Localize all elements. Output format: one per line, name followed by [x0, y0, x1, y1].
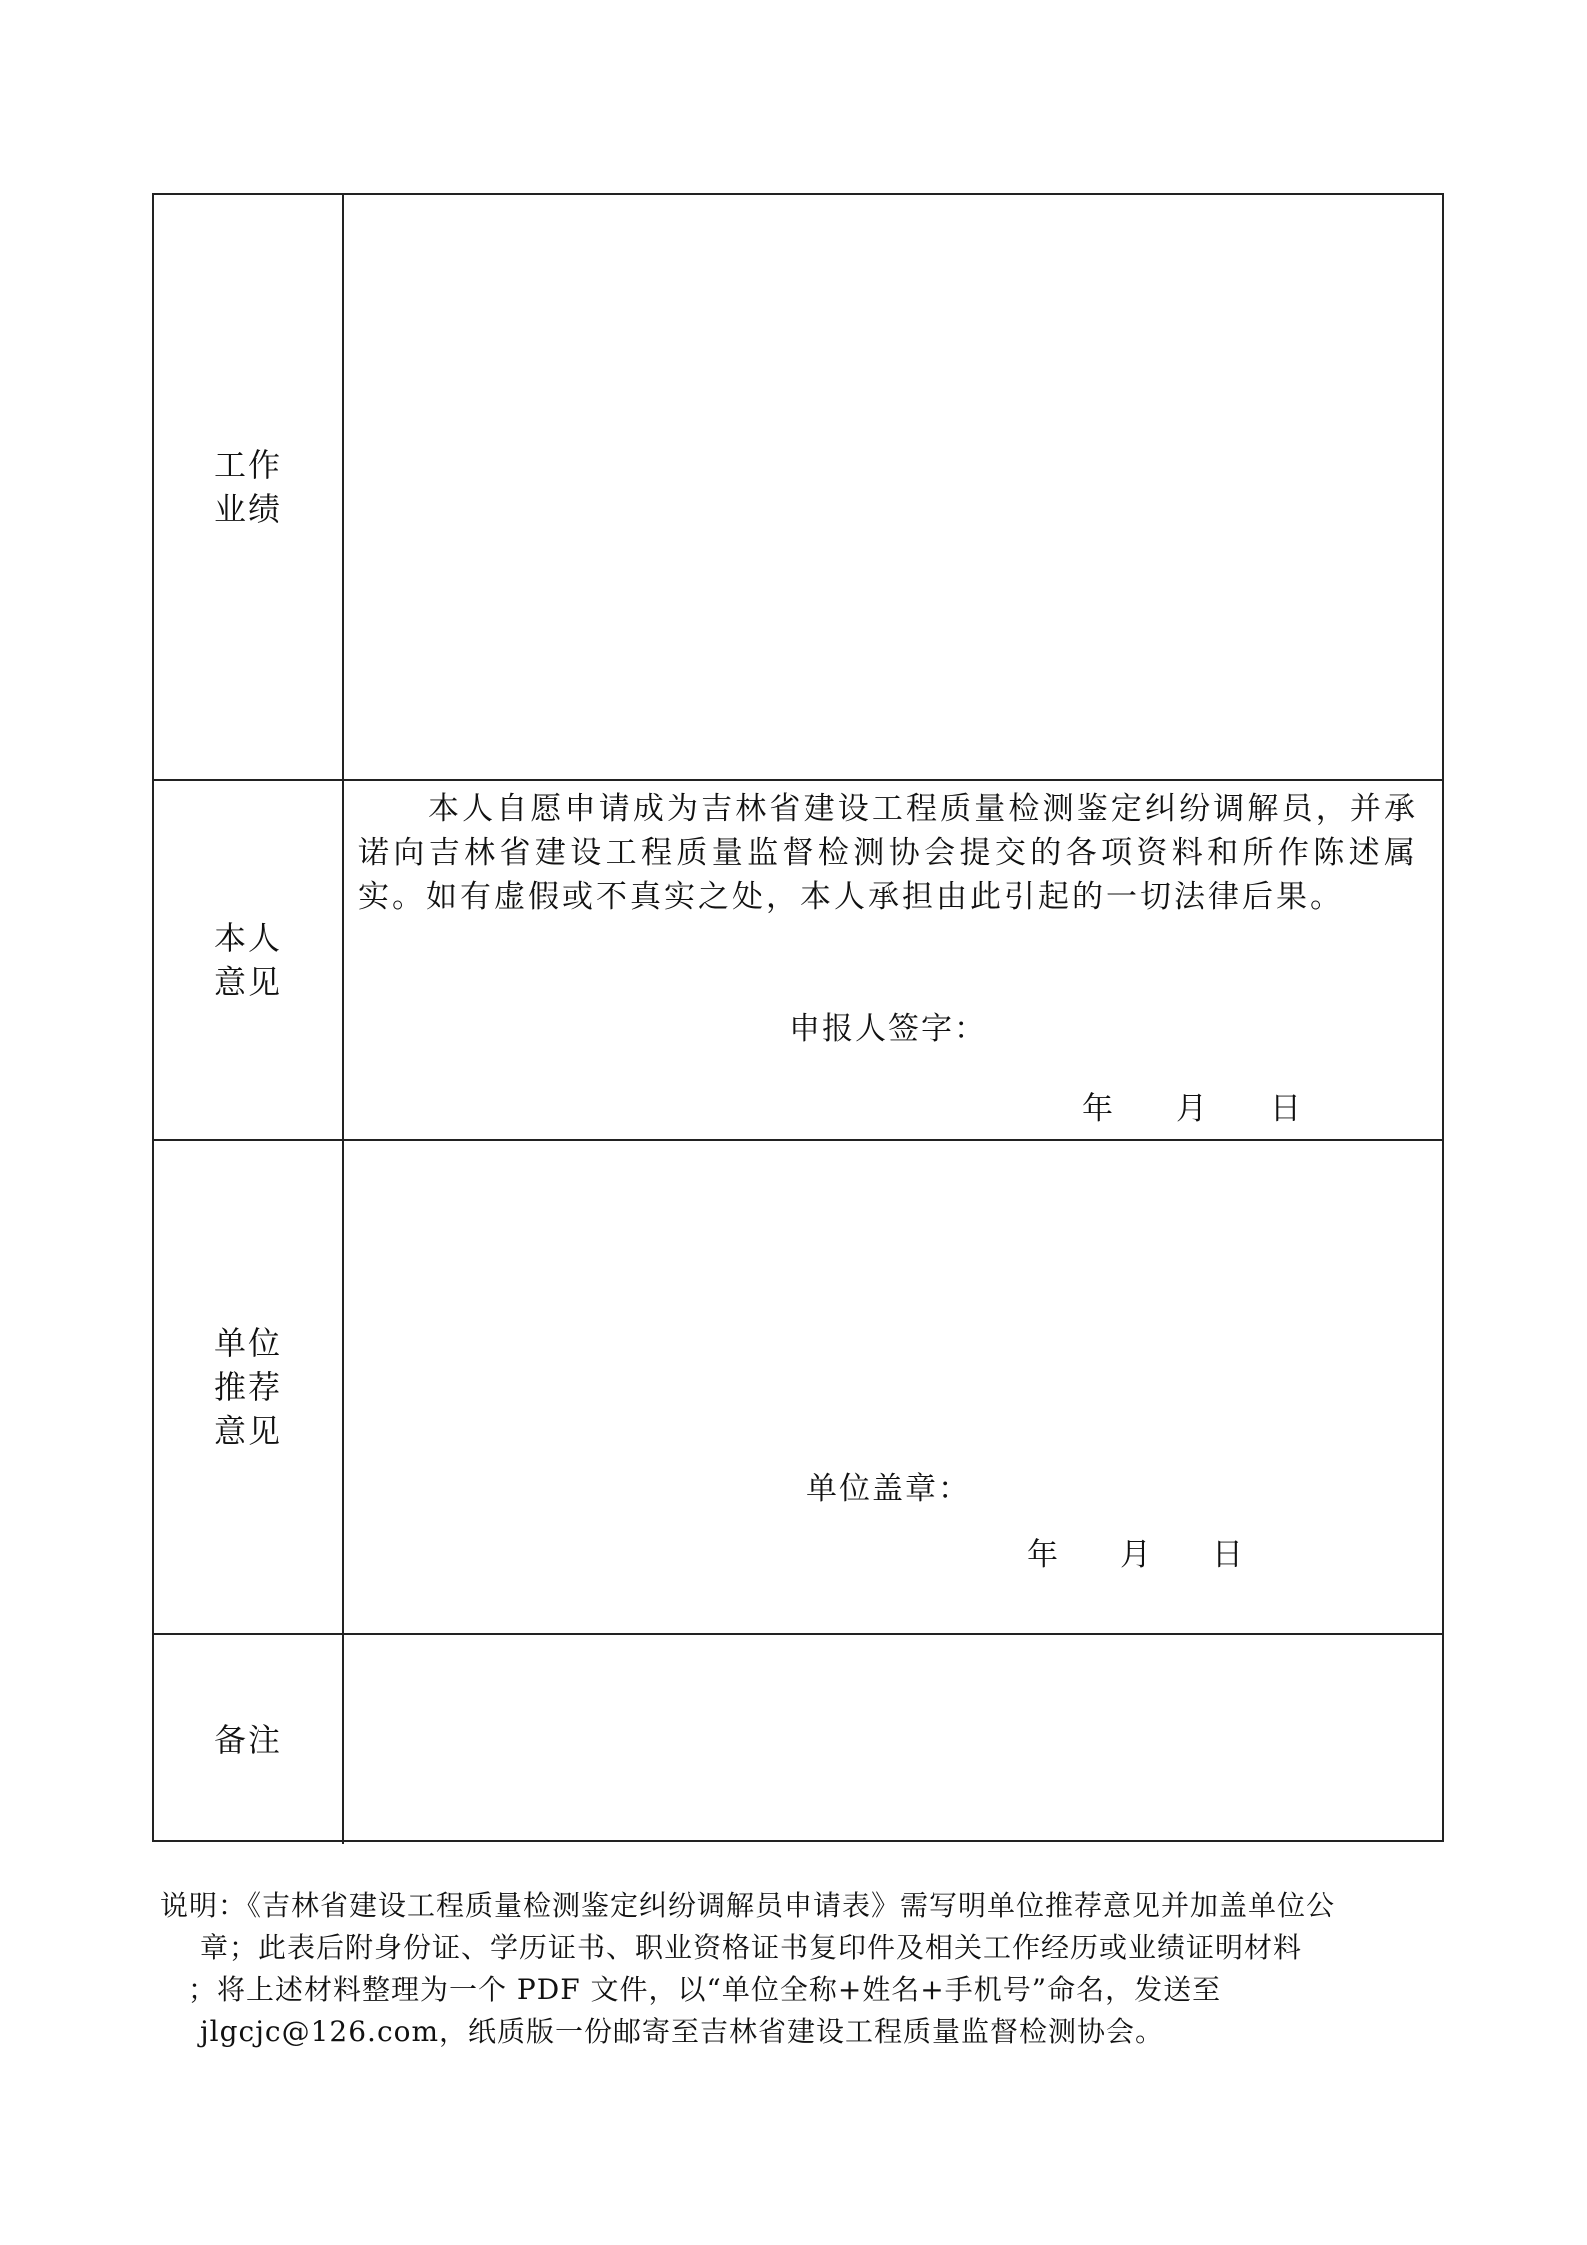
date-year: 年	[1082, 1091, 1115, 1127]
date-year: 年	[1027, 1537, 1060, 1573]
unit-recommendation-label	[154, 1141, 344, 1633]
declaration-text: 本人自愿申请成为吉林省建设工程质量检测鉴定纠纷调解员，并承诺向吉林省建设工程质量监督检测协会提交的各项资料和所作陈述属实。如有虚假或不真实之处，本人承担由此引起的一切法律后果。	[358, 791, 1418, 915]
label-line: 业绩	[213, 490, 282, 528]
note-line: 章；此表后附身份证、学历证书、职业资格证书复印件及相关工作经历或业绩证明材料	[200, 1931, 1303, 1964]
label-line: 推荐	[213, 1368, 282, 1406]
unit-recommendation-row	[154, 1139, 1442, 1633]
personal-opinion-row	[154, 779, 1442, 1139]
remarks-row	[154, 1633, 1442, 1844]
personal-opinion-label	[154, 781, 344, 1139]
date-month: 月	[1176, 1091, 1209, 1127]
date-month: 月	[1120, 1537, 1153, 1573]
label-line: 意见	[213, 963, 282, 1001]
work-achievements-label	[154, 195, 344, 779]
remarks-label	[154, 1635, 344, 1844]
date-day: 日	[1270, 1091, 1303, 1127]
note-line: jlgcjc@126.com，纸质版一份邮寄至吉林省建设工程质量监督检测协会。	[200, 2015, 1165, 2048]
personal-opinion-content	[344, 781, 1442, 1139]
unit-seal-label: 单位盖章：	[806, 1471, 971, 1507]
work-achievements-content[interactable]	[344, 195, 1442, 779]
label-line: 备注	[213, 1720, 282, 1759]
label-line: 本人	[213, 919, 282, 957]
work-achievements-row	[154, 195, 1442, 779]
instructions-note	[160, 1885, 1450, 2053]
application-form-table	[152, 193, 1444, 1842]
remarks-content[interactable]	[344, 1635, 1442, 1844]
unit-recommendation-content[interactable]	[344, 1141, 1442, 1633]
note-line: 说明：《吉林省建设工程质量检测鉴定纠纷调解员申请表》需写明单位推荐意见并加盖单位公	[160, 1889, 1336, 1922]
date-day: 日	[1212, 1537, 1245, 1573]
label-line: 意见	[213, 1412, 282, 1450]
applicant-signature-label: 申报人签字：	[789, 1011, 987, 1047]
label-line: 工作	[213, 446, 282, 484]
label-line: 单位	[213, 1324, 282, 1362]
note-line: ；将上述材料整理为一个 PDF 文件，以“单位全称+姓名+手机号”命名，发送至	[188, 1973, 1222, 2006]
